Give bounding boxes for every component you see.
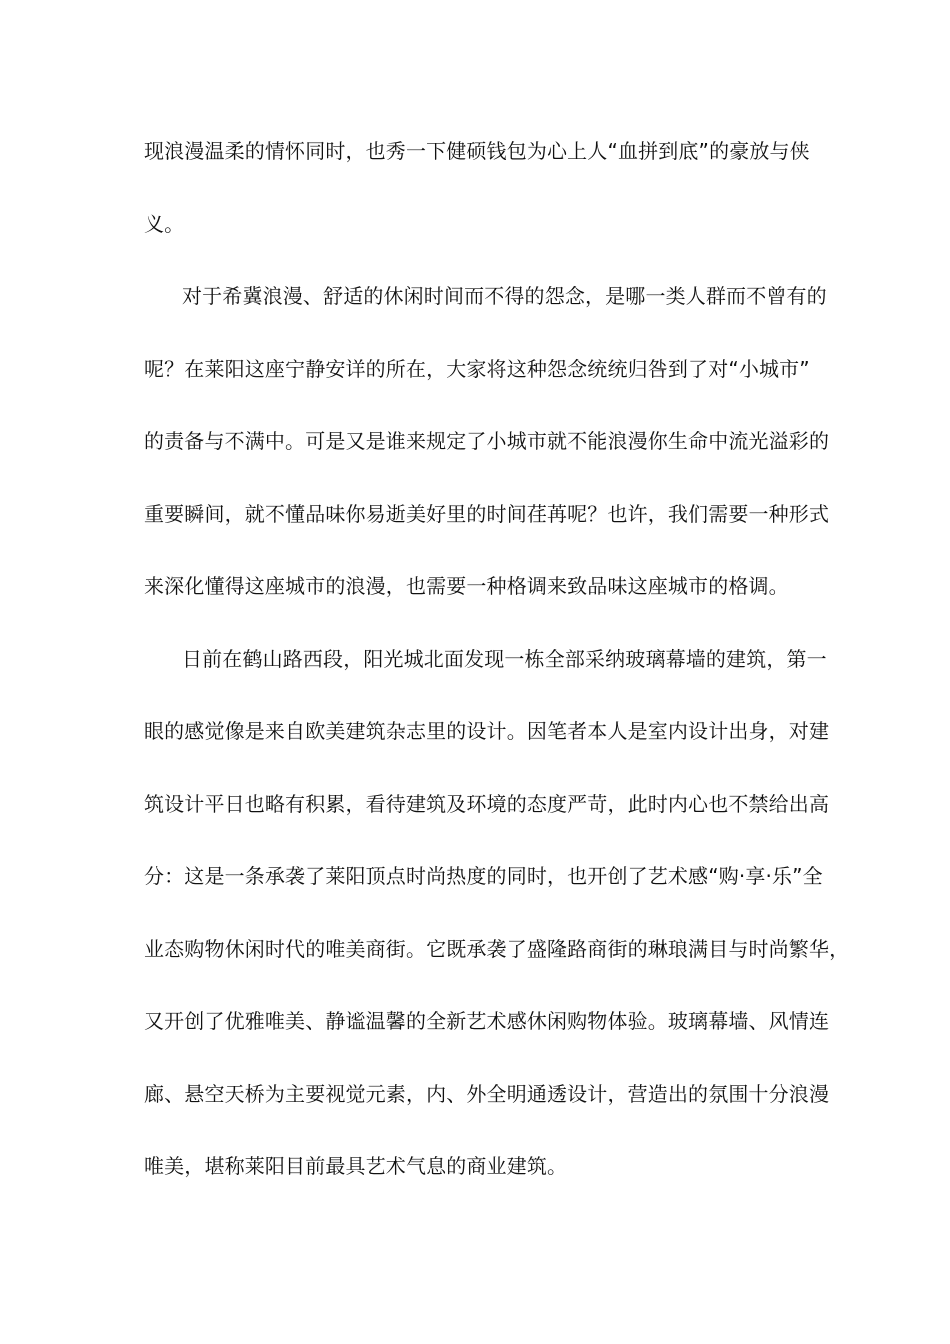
paragraph-start-line: 对于希冀浪漫、舒适的休闲时间而不得的怨念，是哪一类人群而不曾有的 — [182, 284, 827, 308]
text-line: 来深化懂得这座城市的浪漫，也需要一种格调来致品味这座城市的格调。 — [144, 574, 789, 598]
text-line: 分：这是一条承袭了莱阳顶点时尚热度的同时，也开创了艺术感“购·享·乐”全 — [144, 864, 823, 888]
article-body — [144, 129, 850, 1217]
paragraph-start-line: 日前在鹤山路西段，阳光城北面发现一栋全部采纳玻璃幕墙的建筑，第一 — [182, 646, 827, 671]
text-line: 廊、悬空天桥为主要视觉元素，内、外全明通透设计，营造出的氛围十分浪漫 — [144, 1081, 830, 1106]
text-line: 筑设计平日也略有积累，看待建筑及环境的态度严苛，此时内心也不禁给出高 — [144, 791, 830, 816]
text-line: 呢？在莱阳这座宁静安详的所在，大家将这种怨念统统归咎到了对“小城市” — [144, 356, 810, 381]
text-line: 现浪漫温柔的情怀同时，也秀一下健硕钱包为心上人“血拼到底”的豪放与侠 — [144, 139, 810, 163]
text-line: 业态购物休闲时代的唯美商街。它既承袭了盛隆路商街的琳琅满目与时尚繁华， — [144, 936, 850, 961]
text-line: 重要瞬间，就不懂品味你易逝美好里的时间荏苒呢？也许，我们需要一种形式 — [144, 501, 830, 526]
text-line: 义。 — [144, 211, 185, 236]
text-line: 唯美，堪称莱阳目前最具艺术气息的商业建筑。 — [144, 1154, 568, 1178]
text-line: 又开创了优雅唯美、静谧温馨的全新艺术感休闲购物体验。玻璃幕墙、风情连 — [144, 1009, 830, 1033]
text-line: 眼的感觉像是来自欧美建筑杂志里的设计。因笔者本人是室内设计出身，对建 — [144, 719, 830, 743]
text-line: 的责备与不满中。可是又是谁来规定了小城市就不能浪漫你生命中流光溢彩的 — [144, 429, 830, 453]
